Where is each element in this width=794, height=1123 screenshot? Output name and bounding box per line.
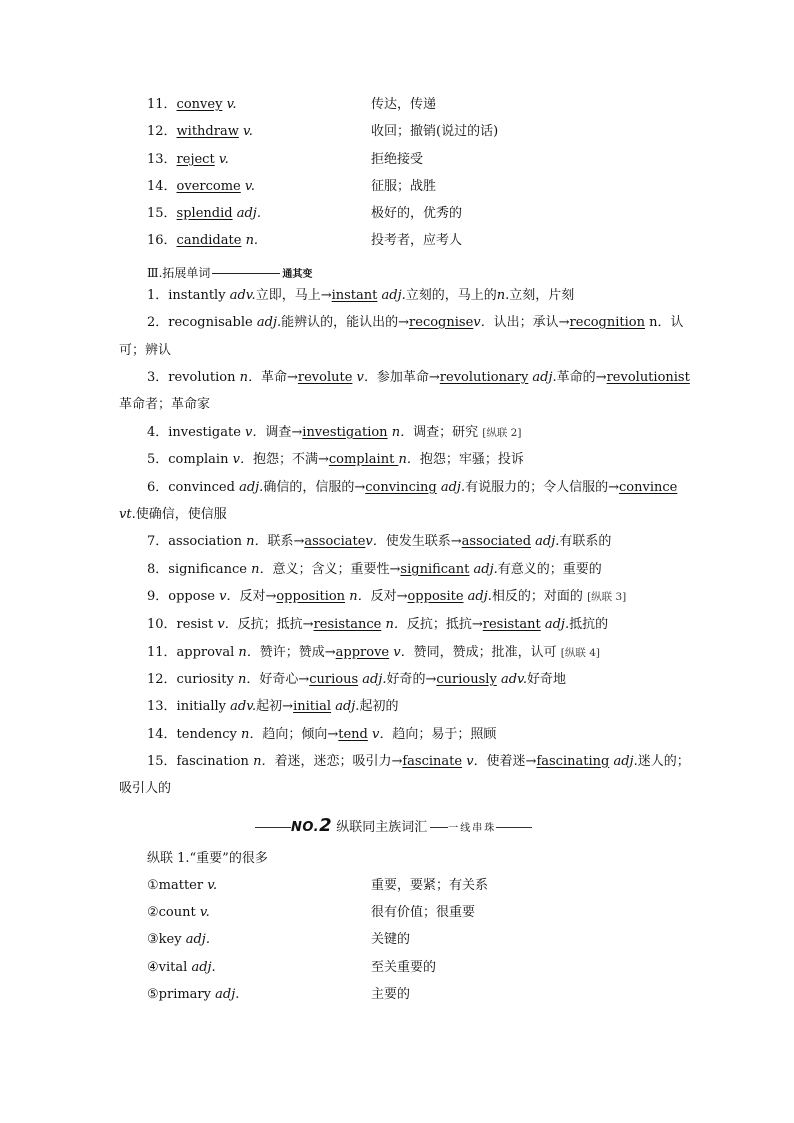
group-meaning: 主要的 <box>371 987 411 1002</box>
ext-line: 3．revolution n．革命→revolute v．参加革命→revolutionary adj.革命的→revolutionist <box>147 370 690 385</box>
group-item: ③key adj. <box>147 932 210 947</box>
cross-ref-note: [纵联 2] <box>482 427 522 439</box>
banner-subtitle: 一线串珠 <box>448 823 497 834</box>
cross-ref-note: [纵联 4] <box>560 647 600 659</box>
vocab-item: 11．convey v. <box>147 97 237 112</box>
group-meaning: 重要，要紧；有关系 <box>371 878 489 893</box>
ext-line: 4．investigate v．调查→investigation n．调查；研究 [纵联 2] <box>147 425 522 440</box>
vocab-meaning: 投考者，应考人 <box>371 233 463 248</box>
ext-line: 11．approval n．赞许；赞成→approve v．赞同，赞成；批准，认可 [纵联 4] <box>147 645 600 660</box>
ext-line: 2．recognisable adj.能辨认的，能认出的→recognisev．认出；承认→recognition n．认 <box>147 315 684 330</box>
ext-line: 8．significance n．意义；含义；重要性→significant adj.有意义的；重要的 <box>147 562 602 577</box>
banner-rule <box>496 827 532 828</box>
banner-rule <box>430 827 448 828</box>
vocab-meaning: 收回；撤销(说过的话) <box>371 124 499 139</box>
ext-line: 7．association n．联系→associatev．使发生联系→associated adj.有联系的 <box>147 534 612 549</box>
section-heading <box>147 264 312 284</box>
ext-line-wrap: 可；辨认 <box>119 343 172 358</box>
group-meaning: 很有价值；很重要 <box>371 905 476 920</box>
banner-rule <box>255 827 291 828</box>
cross-ref-note: [纵联 3] <box>587 591 627 603</box>
vocab-item: 14．overcome v. <box>147 179 255 194</box>
vocab-meaning: 极好的，优秀的 <box>371 206 463 221</box>
ext-line: 12．curiosity n．好奇心→curious adj.好奇的→curiously adv.好奇地 <box>147 672 566 687</box>
section-banner <box>255 815 569 837</box>
group-title: 纵联 1.“重要”的很多 <box>147 851 268 866</box>
ext-line: 6．convinced adj.确信的，信服的→convincing adj.有说服力的；令人信服的→convince <box>147 480 678 495</box>
banner-title: 纵联同主族词汇 <box>336 820 428 835</box>
banner-number: NO.2 <box>291 815 333 836</box>
ext-line: 13．initially adv.起初→initial adj.起初的 <box>147 699 399 714</box>
ext-line: 1．instantly adv.立即，马上→instant adj.立刻的，马上的n.立刻，片刻 <box>147 288 575 303</box>
vocab-meaning: 征服；战胜 <box>371 179 437 194</box>
ext-line: 14．tendency n．趋向；倾向→tend v．趋向；易于；照顾 <box>147 727 497 742</box>
group-item: ④vital adj. <box>147 960 216 975</box>
vocab-meaning: 拒绝接受 <box>371 152 424 167</box>
group-item: ①matter v. <box>147 878 218 893</box>
vocab-item: 13．reject v. <box>147 152 229 167</box>
group-meaning: 关键的 <box>371 932 411 947</box>
ext-line-wrap: 吸引人的 <box>119 781 172 796</box>
group-meaning: 至关重要的 <box>371 960 437 975</box>
vocab-meaning: 传达，传递 <box>371 97 437 112</box>
section-tail: 通其变 <box>282 269 313 280</box>
ext-line: 9．oppose v．反对→opposition n．反对→opposite adj.相反的；对面的 [纵联 3] <box>147 589 627 604</box>
group-item: ⑤primary adj. <box>147 987 240 1002</box>
vocab-item: 15．splendid adj. <box>147 206 261 221</box>
heading-rule <box>212 273 280 274</box>
ext-line: 5．complain v．抱怨；不满→complaint n．抱怨；牢骚；投诉 <box>147 452 524 467</box>
ext-line: 10．resist v．反抗；抵抗→resistance n．反抗；抵抗→resistant adj.抵抗的 <box>147 617 609 632</box>
section-label: Ⅲ.拓展单词 <box>147 266 211 280</box>
vocab-item: 16．candidate n. <box>147 233 259 248</box>
ext-line-wrap: 革命者；革命家 <box>119 397 211 412</box>
ext-line-wrap: vt.使确信，使信服 <box>119 507 227 522</box>
ext-line: 15．fascination n．着迷，迷恋；吸引力→fascinate v．使着迷→fascinating adj.迷人的； <box>147 754 690 769</box>
group-item: ②count v. <box>147 905 210 920</box>
vocab-item: 12．withdraw v. <box>147 124 253 139</box>
